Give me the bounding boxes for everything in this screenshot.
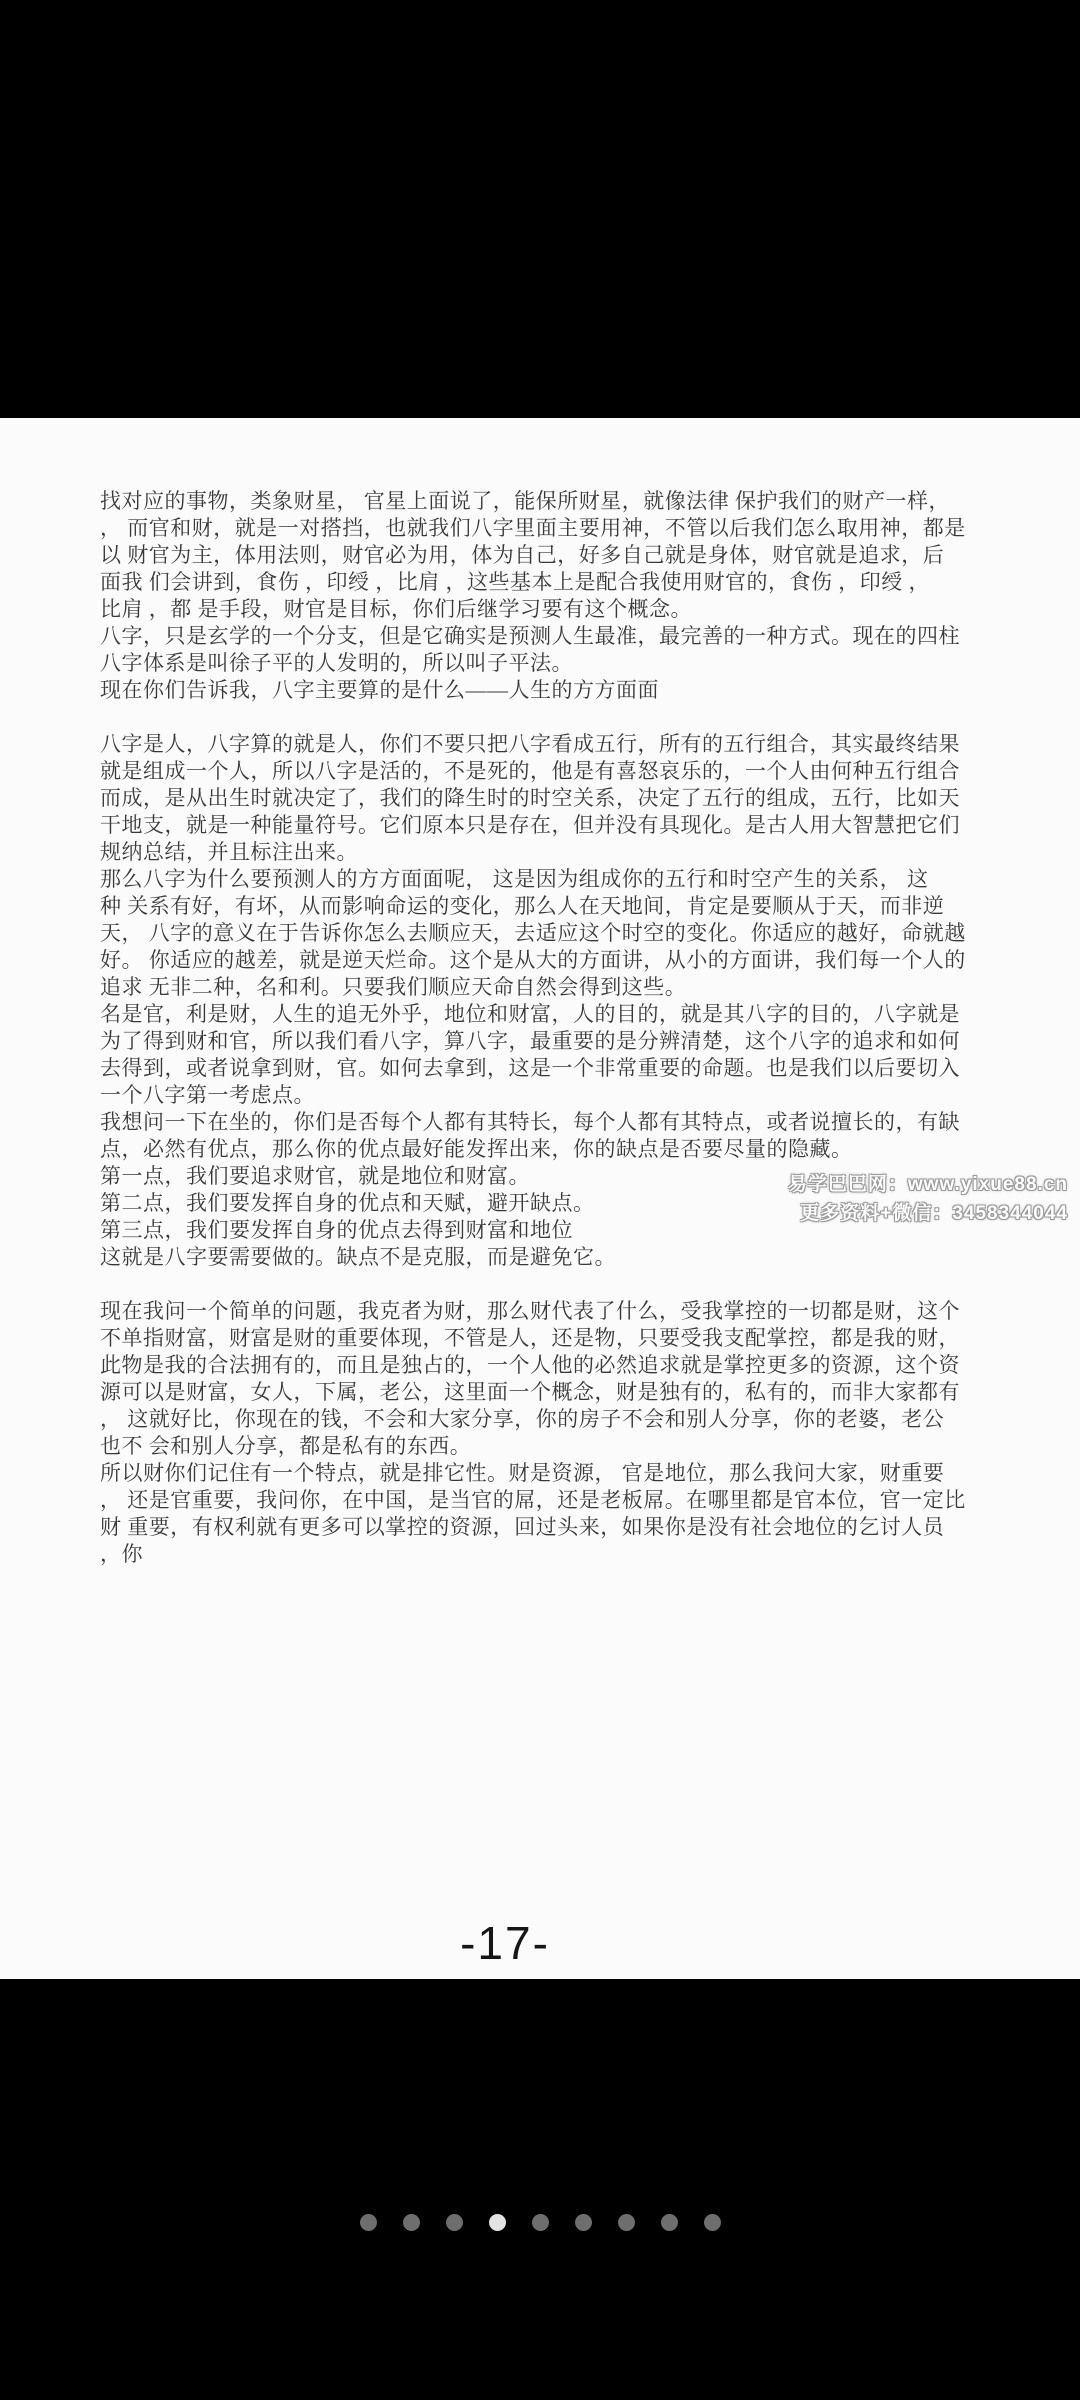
text-line: 那么八字为什么要预测人的方方面面呢， 这是因为组成你的五行和时空产生的关系， 这 <box>100 867 929 891</box>
page-dot-active[interactable] <box>489 2214 506 2231</box>
text-line: 我想问一下在坐的，你们是否每个人都有其特长，每个人都有其特点，或者说擅长的，有缺 <box>100 1110 960 1134</box>
text-line: 以 财官为主，体用法则，财官必为用，体为自己，好多自己就是身体，财官就是追求，后 <box>100 543 945 567</box>
text-line: 找对应的事物，类象财星， 官星上面说了，能保所财星，就像法律 保护我们的财产一样， <box>100 489 950 513</box>
watermark-wechat-line: 更多资料+微信：3458344044 <box>800 1203 1068 1224</box>
watermark-site-line: 易学巴巴网：www.yixue88.cn <box>787 1174 1068 1195</box>
text-line: 不单指财富，财富是财的重要体现，不管是人，还是物，只要受我支配掌控，都是我的财， <box>100 1326 960 1350</box>
text-line: 比肩 ，都 是手段，财官是目标，你们后继学习要有这个概念。 <box>100 597 692 621</box>
text-line: ， 而官和财，就是一对搭挡，也就我们八字里面主要用神，不管以后我们怎么取用神，都是 <box>100 516 966 540</box>
text-line: 点，必然有优点，那么你的优点最好能发挥出来，你的缺点是否要尽量的隐藏。 <box>100 1137 853 1161</box>
text-line: 名是官，利是财，人生的追无外乎，地位和财富，人的目的，就是其八字的目的，八字就是 <box>100 1002 960 1026</box>
text-line: 规纳总结，并且标注出来。 <box>100 840 358 864</box>
text-line: 追求 无非二种，名和利。只要我们顺应天命自然会得到这些。 <box>100 975 687 999</box>
text-line: 干地支，就是一种能量符号。它们原本只是存在，但并没有具现化。是古人用大智慧把它们 <box>100 813 960 837</box>
document-page <box>0 418 1080 1979</box>
page-text <box>100 488 990 1568</box>
text-line: 八字，只是玄学的一个分支，但是它确实是预测人生最准，最完善的一种方式。现在的四柱 <box>100 624 960 648</box>
text-line: 现在你们告诉我，八字主要算的是什么——人生的方方面面 <box>100 678 659 702</box>
text-line: 这就是八字要需要做的。缺点不是克服，而是避免它。 <box>100 1245 616 1269</box>
text-line: 也不 会和别人分享，都是私有的东西。 <box>100 1434 472 1458</box>
page-dot[interactable] <box>532 2214 549 2231</box>
text-line: 种 关系有好，有坏，从而影响命运的变化，那么人在天地间，肯定是要顺从于天，而非逆 <box>100 894 945 918</box>
page-dot[interactable] <box>360 2214 377 2231</box>
text-line: 好。 你适应的越差，就是逆天烂命。这个是从大的方面讲，从小的方面讲，我们每一个人的 <box>100 948 966 972</box>
text-line: 所以财你们记住有一个特点，就是排它性。财是资源， 官是地位，那么我问大家，财重要 <box>100 1461 945 1485</box>
page-dot[interactable] <box>446 2214 463 2231</box>
page-dot[interactable] <box>403 2214 420 2231</box>
text-line: 现在我问一个简单的问题，我克者为财，那么财代表了什么，受我掌控的一切都是财，这个 <box>100 1299 960 1323</box>
text-line: ， 还是官重要，我问你，在中国，是当官的屌，还是老板屌。在哪里都是官本位，官一定比 <box>100 1488 966 1512</box>
text-line: 为了得到财和官，所以我们看八字，算八字，最重要的是分辨清楚，这个八字的追求和如何 <box>100 1029 960 1053</box>
page-dot[interactable] <box>618 2214 635 2231</box>
text-line: 源可以是财富，女人，下属，老公，这里面一个概念，财是独有的，私有的，而非大家都有 <box>100 1380 960 1404</box>
page-dot[interactable] <box>704 2214 721 2231</box>
page-dot[interactable] <box>661 2214 678 2231</box>
text-line: 去得到，或者说拿到财，官。如何去拿到，这是一个非常重要的命题。也是我们以后要切入 <box>100 1056 960 1080</box>
page-number: -17- <box>460 1917 550 1969</box>
paragraph-3 <box>100 1298 990 1568</box>
watermark <box>788 1170 1068 1228</box>
page-dot[interactable] <box>575 2214 592 2231</box>
text-line: ， 这就好比，你现在的钱，不会和大家分享，你的房子不会和别人分享，你的老婆，老公 <box>100 1407 945 1431</box>
text-line: 第二点，我们要发挥自身的优点和天赋，避开缺点。 <box>100 1191 595 1215</box>
text-line: 面我 们会讲到，食伤 ，印绶 ，比肩 ，这些基本上是配合我使用财官的，食伤 ，印绶 ， <box>100 570 930 594</box>
text-line: 天， 八字的意义在于告诉你怎么去顺应天，去适应这个时空的变化。你适应的越好，命就越 <box>100 921 966 945</box>
text-line: 财 重要，有权利就有更多可以掌控的资源，回过头来，如果你是没有社会地位的乞讨人员 <box>100 1515 945 1539</box>
text-line: 第一点，我们要追求财官，就是地位和财富。 <box>100 1164 530 1188</box>
text-line: 八字是人，八字算的就是人，你们不要只把八字看成五行，所有的五行组合，其实最终结果 <box>100 732 960 756</box>
text-line: 一个八字第一考虑点。 <box>100 1083 315 1107</box>
text-line: 就是组成一个人，所以八字是活的，不是死的，他是有喜怒哀乐的，一个人由何种五行组合 <box>100 759 960 783</box>
paragraph-1 <box>100 488 990 704</box>
text-line: 第三点，我们要发挥自身的优点去得到财富和地位 <box>100 1218 573 1242</box>
pagination-dots <box>0 2214 1080 2231</box>
text-line: 而成，是从出生时就决定了，我们的降生时的时空关系，决定了五行的组成，五行，比如天 <box>100 786 960 810</box>
text-line: 八字体系是叫徐子平的人发明的，所以叫子平法。 <box>100 651 573 675</box>
text-line: 此物是我的合法拥有的，而且是独占的，一个人他的必然追求就是掌控更多的资源，这个资 <box>100 1353 960 1377</box>
text-line: ，你 <box>100 1542 143 1566</box>
